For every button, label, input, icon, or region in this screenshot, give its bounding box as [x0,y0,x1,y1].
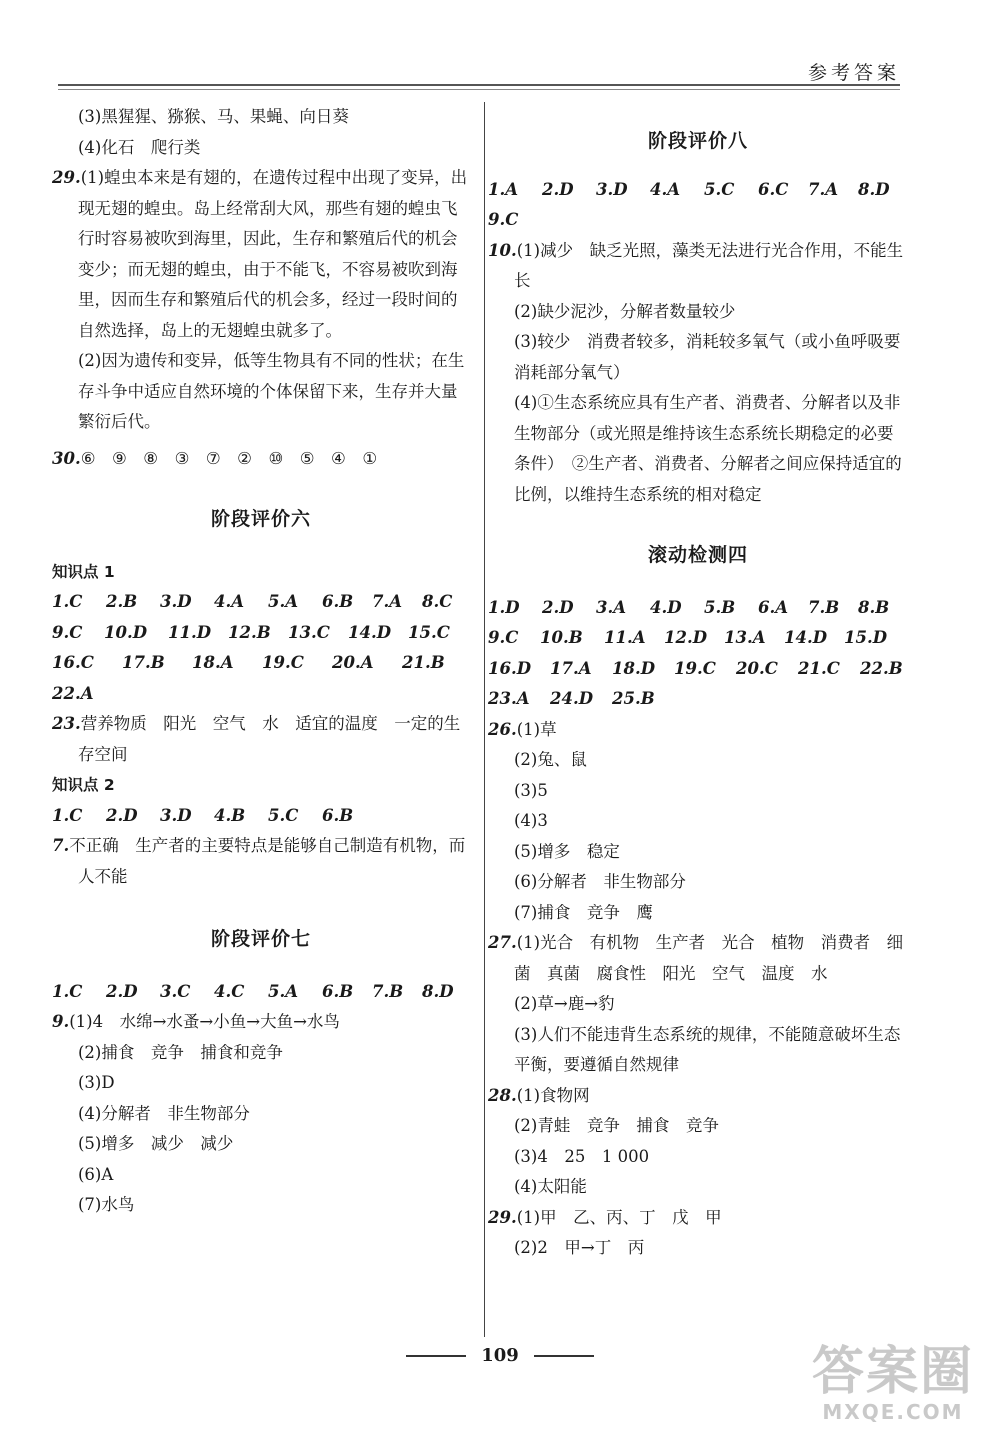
answer-line: (6)A [78,1164,114,1184]
answer-item: 16.C [52,653,94,672]
answer-item: 22.A [52,683,94,703]
watermark-url: MXQE.COM [822,1400,964,1424]
answer-item: 8.D [858,179,890,199]
answer-text: (1)草 [516,719,557,739]
question-number: 29. [52,168,81,187]
answer-item: 6.B [322,805,354,825]
answer-item: 4.D [650,597,682,617]
answer-row [488,654,908,685]
answer-item: 1.A [488,179,519,199]
answer-item: 5.A [268,592,299,611]
answer-paragraph: (3)人们不能违背生态系统的规律，不能随意破坏生态平衡，要遵循自然规律 [514,1024,901,1074]
header-rule-thin [58,89,900,90]
answer-item: 6.B [322,981,354,1001]
answer-item: 17.B [122,653,165,672]
answer-text: (1)4 水绵→水蚤→小鱼→大鱼→水鸟 [69,1012,340,1031]
answer-item: 5.C [704,179,735,199]
answer-line: (3)4 25 1 000 [514,1146,650,1166]
answer-item: 20.C [736,658,778,678]
answer-item: 5.B [704,597,736,617]
answer-item: 10.B [540,628,583,647]
answer-item: 4.A [650,179,681,199]
answer-text: ⑥ ⑨ ⑧ ③ ⑦ ② ⑩ ⑤ ④ ① [80,448,378,468]
answer-item: 2.D [542,597,574,617]
question-29 [52,163,470,346]
answer-row [52,618,470,649]
answer-item: 18.D [612,658,656,678]
right-column [488,102,908,1264]
knowledge-point-label: 知识点 2 [52,776,115,794]
answer-text: 营养物质 阳光 空气 水 适宜的温度 一定的生存空间 [78,714,461,764]
answer-row [488,175,908,206]
answer-item: 4.C [214,981,245,1001]
question-number: 9. [52,1012,70,1031]
question-number: 23. [52,714,81,733]
answer-item: 7.B [808,597,840,617]
answer-text: 不正确 生产者的主要特点是能够自己制造有机物，而人不能 [69,836,466,886]
answer-item: 21.B [402,653,445,672]
question-27 [488,928,908,989]
answer-item: 11.A [604,628,646,647]
answer-item: 3.D [596,179,628,199]
question-number: 30. [52,448,81,468]
question-10 [488,236,908,297]
section-title: 阶段评价七 [210,928,311,950]
answer-line: (4)3 [514,811,548,830]
answer-paragraph: (2)因为遗传和变异，低等生物具有不同的性状；在生存斗争中适应自然环境的个体保留下来，生存并大量繁衍后代。 [78,351,465,431]
answer-item: 1.C [52,592,83,611]
question-23 [52,709,470,770]
answer-text: (1)减少 缺乏光照，藻类无法进行光合作用，不能生长 [514,240,904,290]
answer-item: 6.B [322,592,354,611]
answer-item: 1.D [488,597,520,617]
answer-item: 9.C [488,210,519,229]
answer-item: 14.D [784,628,828,647]
answer-item: 1.C [52,981,83,1001]
answer-item: 17.A [550,658,592,678]
answer-item: 13.C [288,622,330,642]
answer-item: 19.C [262,653,304,672]
answer-item: 12.B [228,622,271,642]
answer-line: (4)太阳能 [514,1177,587,1196]
question-number: 10. [488,240,517,260]
answer-item: 23.A [488,689,530,708]
answer-line: (4)化石 爬行类 [78,137,201,157]
page-number: 109 [481,1345,519,1366]
answer-item: 12.D [664,628,708,647]
answer-item: 1.C [52,805,83,825]
page-header-title: 参考答案 [807,62,900,84]
answer-item: 14.D [348,622,392,642]
answer-line: (3)5 [514,780,548,800]
answer-row [488,623,908,654]
question-29-right [488,1203,908,1234]
answer-paragraph: (4)①生态系统应具有生产者、消费者、分解者以及非生物部分（或光照是维持该生态系统长期稳定的必要条件） ②生产者、消费者、分解者之间应保持适宜的比例，以维持生态系统的相对稳定 [514,393,902,504]
answer-item: 3.D [160,592,192,611]
answer-item: 18.A [192,653,234,672]
answer-row [488,684,908,715]
answer-line: (2)2 甲→丁 丙 [514,1238,645,1257]
answer-line: (7)捕食 竞争 鹰 [514,902,653,922]
answer-item: 7.A [808,179,839,199]
answer-item: 3.D [160,805,192,825]
answer-item: 21.C [798,658,840,678]
answer-item: 13.A [724,628,766,647]
question-26 [488,715,908,746]
answer-item: 8.C [422,592,453,611]
answer-item: 2.D [106,805,138,825]
answer-row [52,648,470,679]
answer-text: (1)光合 有机物 生产者 光合 植物 消费者 细菌 真菌 腐食性 阳光 空气 温度 水 [514,933,904,983]
answer-text: (1)食物网 [516,1085,590,1105]
question-number: 28. [488,1085,517,1105]
answer-item: 19.C [674,658,716,678]
answer-item: 9.C [52,622,83,642]
answer-line: (6)分解者 非生物部分 [514,872,686,891]
answer-item: 9.C [488,628,519,647]
answer-line: (3)黑猩猩、猕猴、马、果蝇、向日葵 [78,107,349,126]
answer-line: (2)缺少泥沙，分解者数量较少 [514,301,736,321]
knowledge-point-label: 知识点 1 [52,562,115,581]
footer-ornament-right [534,1355,594,1357]
question-30 [52,444,470,475]
left-column [52,102,470,1221]
answer-item: 2.D [106,981,138,1001]
section-title: 滚动检测四 [647,544,748,566]
answer-item: 22.B [860,658,903,678]
answer-item: 5.C [268,805,299,825]
answer-item: 6.A [758,597,789,617]
answer-line: (3)D [78,1073,115,1092]
answer-row [52,679,470,710]
header-rule-thick [58,84,900,86]
answer-text: (1)蝗虫本来是有翅的，在遗传过程中出现了变异，出现无翅的蝗虫。岛上经常刮大风，那些有翅的蝗虫飞行时容易被吹到海里，因此，生存和繁殖后代的机会变少；而无翅的蝗虫，由于不能飞，不容易被吹到海里，因而生存和繁殖后代的机会多，经过一段时间的自然选择，岛上的无翅蝗虫就多了。 [78,168,468,340]
answer-item: 25.B [612,689,655,708]
footer-ornament-left [406,1355,466,1357]
answer-row [52,587,470,618]
answer-item: 6.C [758,179,789,199]
answer-text: (1)甲 乙、丙、丁 戊 甲 [516,1207,722,1227]
question-28 [488,1081,908,1112]
answer-item: 15.C [408,622,450,642]
answer-row [488,593,908,624]
answer-item: 8.D [422,981,454,1001]
answer-item: 7.B [372,981,404,1001]
answer-row [488,205,908,236]
answer-line: (2)兔、鼠 [514,750,587,769]
question-number: 29. [488,1207,517,1227]
question-9 [52,1007,470,1038]
section-title: 阶段评价八 [647,130,748,152]
answer-item: 20.A [332,653,374,672]
answer-item: 10.D [104,622,148,642]
answer-line: (2)捕食 竞争 捕食和竞争 [78,1042,283,1062]
watermark [812,1344,974,1424]
answer-line: (7)水鸟 [78,1195,135,1214]
watermark-logo-text: 答案圈 [811,1342,974,1402]
answer-item: 24.D [550,689,594,708]
answer-line: (5)增多 稳定 [514,841,620,861]
answer-item: 4.A [214,592,245,611]
answer-item: 16.D [488,658,532,678]
answer-item: 11.D [168,622,212,642]
answer-item: 7.A [372,592,403,611]
answer-line: (5)增多 减少 减少 [78,1134,234,1153]
column-divider [484,102,485,1337]
section-title: 阶段评价六 [210,508,311,530]
answer-item: 8.B [858,597,890,617]
answer-item: 3.C [160,981,191,1001]
answer-item: 3.A [596,597,627,617]
answer-item: 15.D [844,628,888,647]
answer-item: 4.B [214,805,246,825]
answer-paragraph: (3)较少 消费者较多，消耗较多氧气（或小鱼呼吸要消耗部分氧气） [514,332,901,382]
answer-row [52,977,470,1008]
answer-item: 2.D [542,179,574,199]
question-number: 27. [488,933,517,952]
question-7 [52,831,470,892]
answer-line: (2)草→鹿→豹 [514,994,615,1013]
answer-item: 2.B [106,592,138,611]
question-number: 26. [488,719,517,739]
question-number: 7. [52,836,70,855]
answer-row [52,801,470,832]
answer-line: (2)青蛙 竞争 捕食 竞争 [514,1116,719,1135]
answer-item: 5.A [268,981,299,1001]
answer-line: (4)分解者 非生物部分 [78,1103,250,1123]
